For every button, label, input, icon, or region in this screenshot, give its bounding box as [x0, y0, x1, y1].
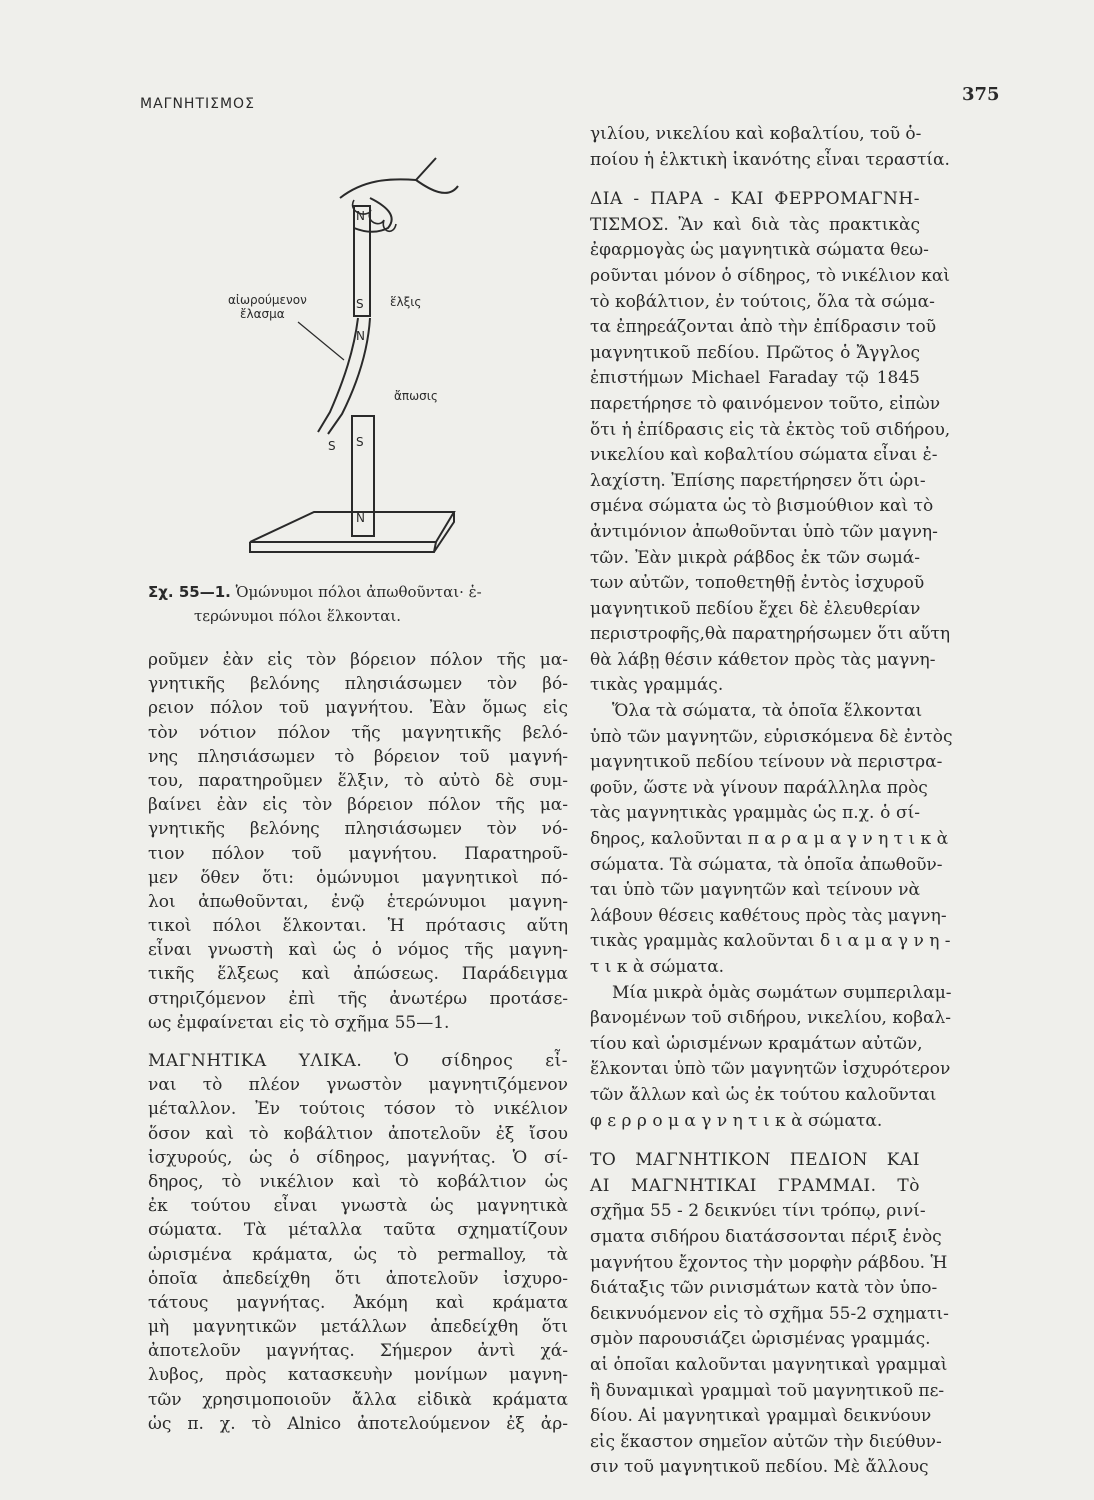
text-line: ἐκ τούτου εἶναι γνωστὰ ὡς μαγνητικὰ — [148, 1196, 568, 1217]
text-line: ἀντιμόνιον ἀπωθοῦνται ὑπὸ τῶν μαγνη- — [590, 521, 938, 542]
text-line: δηρος, τὸ νικέλιον καὶ τὸ κοβάλτιον ὡς — [148, 1171, 568, 1192]
text-line: τὸν νότιον πόλον τῆς μαγνητικῆς βελό- — [148, 722, 568, 743]
text-line: θὰ λάβῃ θέσιν κάθετον πρὸς τὰς μαγνη- — [590, 649, 936, 670]
pole-s-upper: S — [356, 297, 364, 311]
caption-line-1: Ὁμώνυμοι πόλοι ἀπωθοῦνται· ἑ- — [235, 583, 482, 601]
text-line: σώματα. Τὰ σώματα, τὰ ὁποῖα ἀπωθοῦν- — [590, 854, 943, 875]
text-line: τα ἐπηρεάζονται ἀπὸ τὴν ἐπίδρασιν τοῦ — [590, 317, 937, 338]
text-line: ΔΙΑ - ΠΑΡΑ - ΚΑΙ ΦΕΡΡΟΜΑΓΝΗ- — [590, 189, 920, 210]
text-line: ἀποτελοῦν μαγνήτας. Σήμερον ἀντὶ χά- — [148, 1341, 568, 1362]
text-line: λάβουν θέσεις καθέτους πρὸς τὰς μαγνη- — [590, 905, 947, 926]
text-line: ΑΙ ΜΑΓΝΗΤΙΚΑΙ ΓΡΑΜΜΑΙ. Τὸ — [590, 1175, 920, 1196]
text-line: γιλίου, νικελίου καὶ κοβαλτίου, τοῦ ὁ- — [590, 124, 922, 144]
text-line: διάταξις τῶν ρινισμάτων κατὰ τὸν ὑπο- — [590, 1278, 938, 1299]
text-line: τικὰς γραμμάς. — [590, 675, 724, 696]
label-floating-2: ἔλασμα — [240, 307, 285, 321]
text-line: τὰς μαγνητικὰς γραμμὰς ὡς π.χ. ὁ σί- — [590, 803, 920, 824]
text-line: λοι ἀπωθοῦνται, ἐνῷ ἑτερώνυμοι μαγνη- — [148, 891, 568, 912]
text-line: σχῆμα 55 - 2 δεικνύει τίνι τρόπῳ, ρινί- — [590, 1201, 926, 1222]
text-line: λυβος, πρὸς κατασκευὴν μονίμων μαγνη- — [148, 1365, 568, 1386]
text-line: αἱ ὁποῖαι καλοῦνται μαγνητικαὶ γραμμαὶ — [590, 1354, 948, 1375]
caption-number: Σχ. 55—1. — [148, 583, 231, 601]
text-line: μαγνήτου ἔχοντος τὴν μορφὴν ράβδου. Ἡ — [590, 1252, 948, 1273]
text-line: λαχίστη. Ἐπίσης παρετήρησεν ὅτι ὡρι- — [590, 470, 926, 491]
label-floating: αἰωρούμενον — [228, 293, 307, 307]
text-line: ΤΟ ΜΑΓΝΗΤΙΚΟΝ ΠΕΔΙΟΝ ΚΑΙ — [590, 1150, 920, 1171]
text-line: τ ι κ ὰ σώματα. — [590, 957, 725, 977]
label-repulsion: ἄπωσις — [394, 389, 438, 403]
text-line: Μία μικρὰ ὁμὰς σωμάτων συμπεριλαμ- — [612, 982, 952, 1003]
text-line: μέταλλον. Ἐν τούτοις τόσον τὸ νικέλιον — [148, 1099, 568, 1120]
figure-magnets — [148, 150, 578, 580]
text-line: ρειον πόλον τοῦ μαγνήτου. Ἐὰν ὅμως εἰς — [148, 698, 568, 719]
text-line: ναι τὸ πλέον γνωστὸν μαγνητιζόμενον — [148, 1075, 568, 1096]
text-line: ροῦνται μόνον ὁ σίδηρος, τὸ νικέλιον καὶ — [590, 265, 950, 286]
pole-n-fixed: N — [356, 511, 365, 525]
text-line: σμένα σώματα ὡς τὸ βισμούθιον καὶ τὸ — [590, 496, 934, 517]
text-line: φ ε ρ ρ ο μ α γ ν η τ ι κ ὰ σώματα. — [590, 1110, 883, 1131]
text-line: ως ἐμφαίνεται εἰς τὸ σχῆμα 55—1. — [148, 1012, 450, 1033]
text-line: τῶν ἄλλων καὶ ὡς ἐκ τούτου καλοῦνται — [590, 1084, 937, 1105]
pole-s-fixed: S — [356, 435, 364, 449]
text-line: ται ὑπὸ τῶν μαγνητῶν καὶ τείνουν νὰ — [590, 880, 920, 901]
left-column — [148, 648, 568, 1436]
text-line: ὁποῖα ἀπεδείχθη ὅτι ἀποτελοῦν ἰσχυρο- — [148, 1268, 568, 1289]
pole-n-middle: N — [356, 329, 365, 343]
text-line: παρετήρησε τὸ φαινόμενον τοῦτο, εἰπὼν — [590, 393, 941, 414]
text-line: νικελίου καὶ κοβαλτίου σώματα εἶναι ἐ- — [590, 445, 938, 466]
text-line: βαίνει ἐὰν εἰς τὸν βόρειον πόλον τῆς μα- — [148, 795, 568, 816]
text-line: τικοὶ πόλοι ἕλκονται. Ἡ πρότασις αὕτη — [148, 916, 568, 937]
text-line: των αὐτῶν, τοποθετηθῇ ἐντὸς ἰσχυροῦ — [590, 573, 925, 594]
text-line: ὡς π. χ. τὸ Alnico ἀποτελούμενον ἐξ ἀρ- — [148, 1413, 568, 1434]
label-pointer — [298, 322, 344, 360]
text-line: ροῦμεν ἐὰν εἰς τὸν βόρειον πόλον τῆς μα- — [148, 650, 568, 670]
text-line: φοῦν, ὥστε νὰ γίνουν παράλληλα πρὸς — [590, 777, 928, 798]
text-line: μαγνητικοῦ πεδίου. Πρῶτος ὁ Ἄγγλος — [590, 342, 920, 363]
text-line: μαγνητικοῦ πεδίου ἔχει δὲ ἐλευθερίαν — [590, 598, 921, 619]
text-line: στηριζόμενον ἐπὶ τῆς ἀνωτέρω προτάσε- — [148, 988, 568, 1009]
text-line: τάτους μαγνήτας. Ἀκόμη καὶ κράματα — [148, 1292, 568, 1313]
text-line: μεν ὅθεν ὅτι: ὁμώνυμοι μαγνητικοὶ πό- — [148, 867, 568, 888]
text-line: δίου. Αἱ μαγνητικαὶ γραμμαὶ δεικνύουν — [590, 1406, 932, 1427]
text-line: σιν τοῦ μαγνητικοῦ πεδίου. Μὲ ἄλλους — [590, 1457, 929, 1478]
text-line: σματα σιδήρου διατάσσονται πέριξ ἑνὸς — [590, 1226, 942, 1247]
text-line: ὡρισμένα κράματα, ὡς τὸ permalloy, τὰ — [148, 1244, 568, 1265]
text-line: δεικνυόμενον εἰς τὸ σχῆμα 55-2 σχηματι- — [590, 1303, 949, 1324]
running-head: ΜΑΓΝΗΤΙΣΜΟΣ — [140, 96, 255, 112]
text-line: ἐφαρμογὰς ὡς μαγνητικὰ σώματα θεω- — [590, 240, 929, 261]
text-line: βανομένων τοῦ σιδήρου, νικελίου, κοβαλ- — [590, 1008, 952, 1029]
text-line: τικὰς γραμμὰς καλοῦνται δ ι α μ α γ ν η - — [590, 931, 951, 952]
text-line: Ὅλα τὰ σώματα, τὰ ὁποῖα ἕλκονται — [612, 701, 923, 722]
pole-s-hang: S — [328, 439, 336, 453]
text-line: ὅτι ἡ ἐπίδρασις εἰς τὰ ἐκτὸς τοῦ σιδήρου, — [590, 419, 951, 440]
text-line: σώματα. Τὰ μέταλλα ταῦτα σχηματίζουν — [148, 1220, 568, 1241]
text-line: ὅσον καὶ τὸ κοβάλτιον ἀποτελοῦν ἐξ ἴσου — [148, 1123, 568, 1144]
text-line: ἰσχυρούς, ὡς ὁ σίδηρος, μαγνήτας. Ὁ σί- — [148, 1147, 568, 1168]
text-line: τιον πόλον τοῦ μαγνήτου. Παρατηροῦ- — [148, 843, 568, 864]
text-line: ἕλκονται ὑπὸ τῶν μαγνητῶν ἰσχυρότερον — [590, 1059, 951, 1080]
text-line: μὴ μαγνητικῶν μετάλλων ἀπεδείχθη ὅτι — [148, 1317, 568, 1338]
text-line: τικῆς ἕλξεως καὶ ἀπώσεως. Παράδειγμα — [148, 964, 568, 985]
text-line: τὸ κοβάλτιον, ἐν τούτοις, ὅλα τὰ σώμα- — [590, 291, 935, 312]
text-line: ΤΙΣΜΟΣ. Ἂν καὶ διὰ τὰς πρακτικὰς — [590, 214, 920, 235]
text-line: ΜΑΓΝΗΤΙΚΑ ΥΛΙΚΑ. Ὁ σίδηρος εἶ- — [148, 1051, 568, 1071]
text-line: τῶν χρησιμοποιοῦν ἄλλα εἰδικὰ κράματα — [148, 1389, 568, 1410]
text-line: περιστροφῆς,θὰ παρατηρήσωμεν ὅτι αὕτη — [590, 624, 951, 645]
text-line: γνητικῆς βελόνης πλησιάσωμεν τὸν βό- — [148, 674, 568, 695]
right-column — [590, 122, 953, 1481]
text-line: εἰς ἕκαστον σημεῖον αὐτῶν τὴν διεύθυν- — [590, 1431, 942, 1452]
figure-drawing — [148, 150, 578, 580]
text-line: εἶναι γνωστὴ καὶ ὡς ὁ νόμος τῆς μαγνη- — [148, 940, 568, 961]
text-line: γνητικῆς βελόνης πλησιάσωμεν τὸν νό- — [148, 819, 568, 840]
text-line: νης πλησιάσωμεν τὸ βόρειον τοῦ μαγνή- — [148, 746, 568, 767]
figure-caption — [148, 580, 578, 628]
text-line: σμὸν παρουσιάζει ὡρισμένας γραμμάς. — [590, 1329, 931, 1350]
text-line: ὑπὸ τῶν μαγνητῶν, εὑρισκόμενα δὲ ἐντὸς — [590, 726, 953, 747]
text-line: ἢ δυναμικαὶ γραμμαὶ τοῦ μαγνητικοῦ πε- — [590, 1380, 945, 1401]
text-line: τίου καὶ ὡρισμένων κραμάτων αὐτῶν, — [590, 1033, 923, 1054]
text-line: ποίου ἡ ἑλκτικὴ ἱκανότης εἶναι τεραστία. — [590, 149, 950, 170]
text-line: δηρος, καλοῦνται π α ρ α μ α γ ν η τ ι κ ὰ — [590, 829, 949, 850]
text-line: μαγνητικοῦ πεδίου τείνουν νὰ περιστρα- — [590, 752, 943, 773]
page-number: 375 — [962, 84, 1000, 105]
pole-n-top: N — [356, 209, 365, 223]
text-line: ἐπιστήμων Michael Faraday τῷ 1845 — [590, 368, 920, 389]
label-attraction: ἕλξις — [390, 295, 422, 309]
text-line: του, παρατηροῦμεν ἕλξιν, τὸ αὐτὸ δὲ συμ- — [148, 770, 568, 791]
text-line: τῶν. Ἐὰν μικρὰ ράβδος ἐκ τῶν σωμά- — [590, 547, 920, 568]
caption-line-2: τερώνυμοι πόλοι ἕλκονται. — [194, 607, 402, 625]
